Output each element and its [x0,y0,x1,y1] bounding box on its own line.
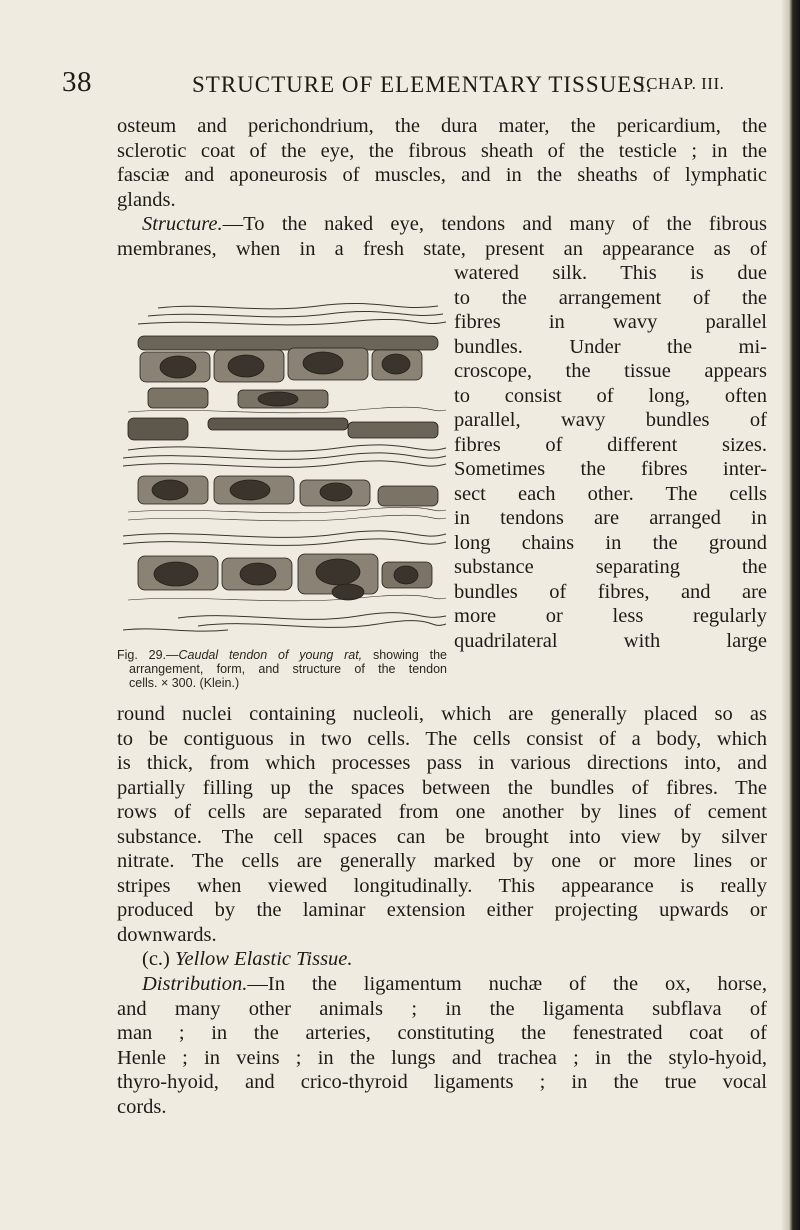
section-heading [117,947,767,972]
text-line: partially filling up the spaces between the bundles of fibres. The [117,776,767,799]
text-line: more or less regularly [454,605,767,627]
running-title: STRUCTURE OF ELEMENTARY TISSUES. [192,72,653,97]
caption-line: cells. × 300. (Klein.) [129,676,240,690]
text-line: substance. The cell spaces can be brought into view by silver [117,825,767,848]
text-line: membranes, when in a fresh state, present an appearance as of [117,237,767,260]
text-line: substance separating the [454,556,767,578]
caption-line [117,648,447,662]
text-line: man ; in the arteries, constituting the fenestrated coat of [117,1022,767,1044]
text-line: to the arrangement of the [454,286,767,309]
text-line: rows of cells are separated from one another by lines of cement [117,801,767,823]
text-line: fibres of different sizes. [454,433,767,456]
text-line: glands. [117,188,176,211]
tendon-figure-illustration [118,300,448,640]
paragraph-continuation [117,114,767,212]
text-run: —In the ligamentum nuchæ of the ox, horse, [247,973,767,995]
figure-label: Fig. 29.— [117,648,179,662]
structure-paragraph-rest [117,702,767,947]
text-line: downwards. [117,923,217,946]
page-number: 38 [62,66,92,98]
caption-line: arrangement, form, and structure of the tendon [129,662,447,676]
section-marker: (c.) [142,948,170,970]
text-line: watered silk. This is due [454,262,767,284]
text-line: osteum and perichondrium, the dura mater, the pericardium, the [117,115,767,137]
text-line: in tendons are arranged in [454,507,767,529]
text-line: fasciæ and aponeurosis of muscles, and in the sheaths of lymphatic [117,164,767,186]
caption-text: showing the [362,648,448,662]
text-line: Sometimes the fibres inter- [454,458,767,480]
text-line: to be contiguous in two cells. The cells consist of a body, which [117,727,767,750]
text-line: stripes when viewed longitudinally. This appearance is really [117,874,767,897]
text-line: thyro-hyoid, and crico-thyroid ligaments ; in the true vocal [117,1071,767,1093]
text-line: sclerotic coat of the eye, the fibrous sheath of the testicle ; in the [117,139,767,162]
distribution-paragraph [117,972,767,1119]
structure-heading: Structure. [142,213,223,235]
text-line: sect each other. The cells [454,482,767,505]
text-line: bundles of fibres, and are [454,580,767,603]
text-line: croscope, the tissue appears [454,360,767,382]
text-line: is thick, from which processes pass in various directions into, and [117,752,767,774]
text-line: nitrate. The cells are generally marked by one or more lines or [117,850,767,872]
text-line [117,947,767,972]
text-line: cords. [117,1095,167,1118]
text-line [117,972,767,997]
figure-caption [117,648,447,690]
chapter-label: [CHAP. III. [640,74,725,93]
text-line: long chains in the ground [454,531,767,554]
text-run: —To the naked eye, tendons and many of the fibrous [222,213,767,235]
text-line: quadrilateral with large [454,629,767,652]
text-line [117,212,767,237]
text-line: fibres in wavy parallel [454,311,767,333]
text-line: parallel, wavy bundles of [454,409,767,431]
caption-italic: Caudal tendon of young rat, [178,648,363,662]
text-line: produced by the laminar extension either projecting upwards or [117,899,767,921]
distribution-heading: Distribution. [142,973,248,995]
text-line: to consist of long, often [454,384,767,407]
book-binding-edge [782,0,800,1230]
text-line: bundles. Under the mi- [454,335,767,358]
structure-paragraph-start [117,212,767,261]
structure-paragraph-side [454,261,767,653]
section-title: Yellow Elastic Tissue. [175,948,353,970]
text-line: and many other animals ; in the ligamenta subflava of [117,997,767,1020]
text-line: round nuclei containing nucleoli, which are generally placed so as [117,703,767,725]
running-header [62,66,762,106]
text-line: Henle ; in veins ; in the lungs and trachea ; in the stylo-hyoid, [117,1046,767,1069]
